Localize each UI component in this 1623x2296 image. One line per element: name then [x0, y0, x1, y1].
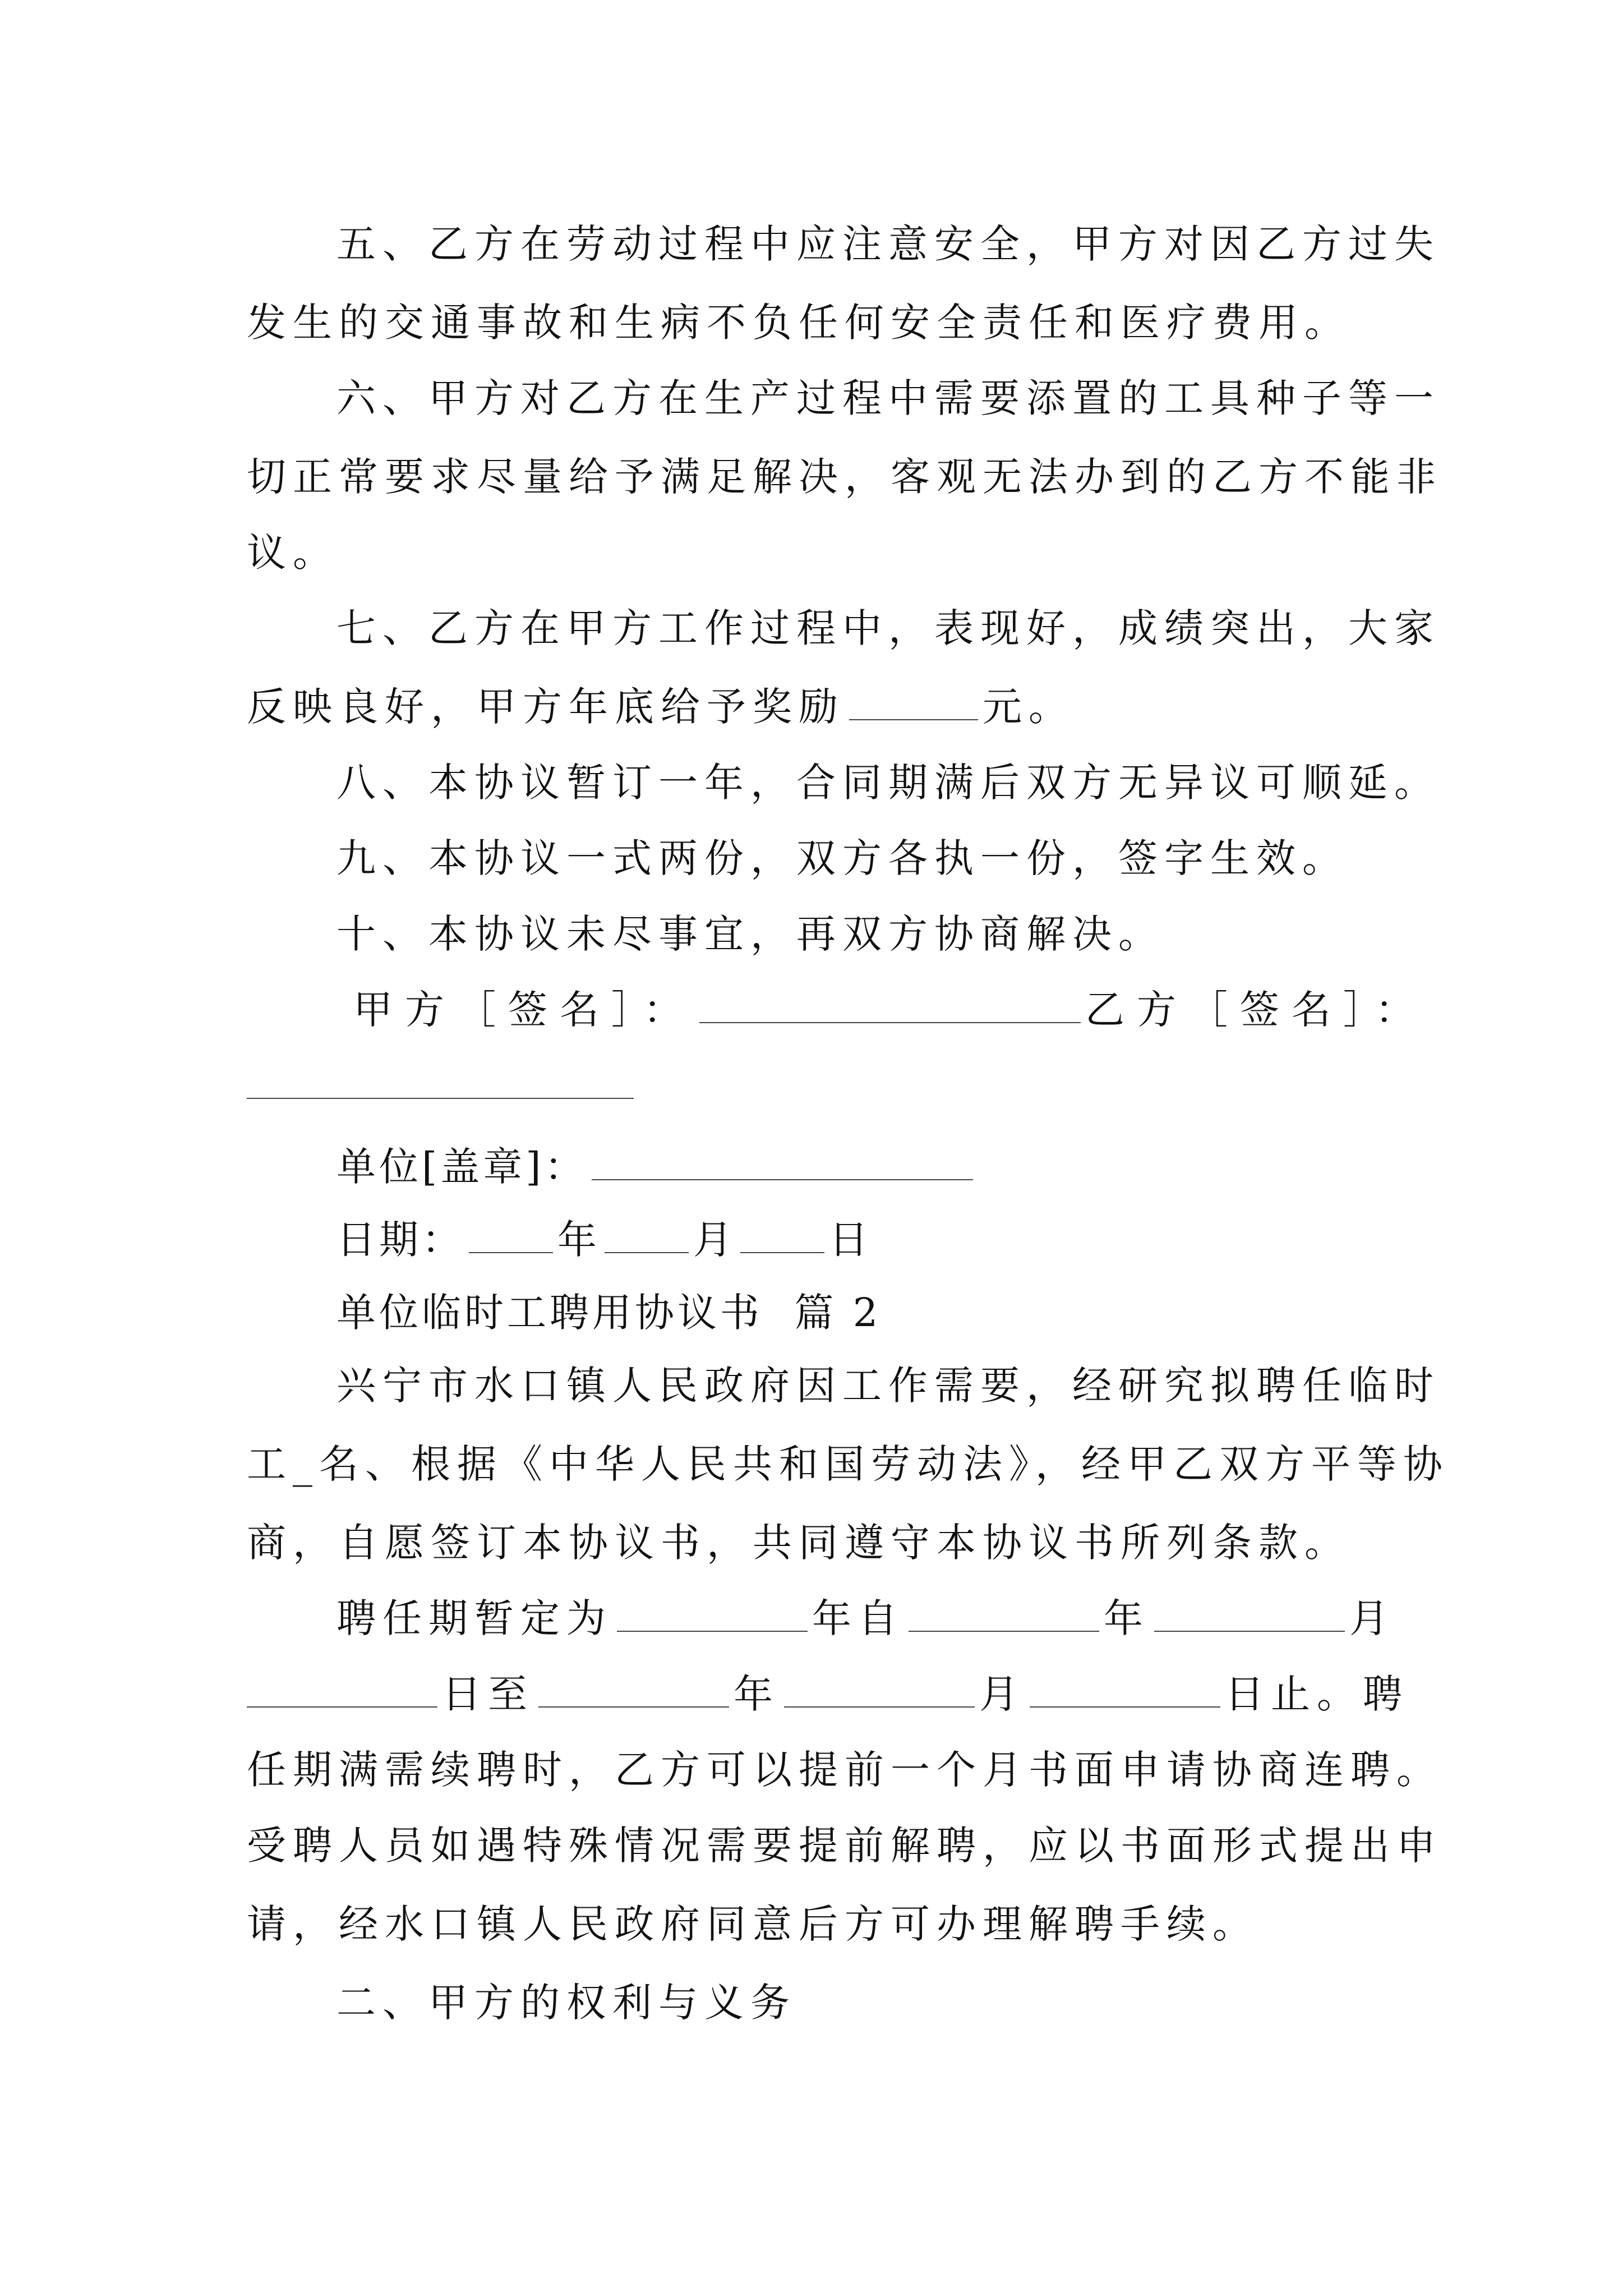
s2-heading-party-a-rights: 二、甲方的权利与义务 [336, 1980, 796, 2026]
signature-line [353, 982, 1427, 1038]
end-day-label: 日止。聘 [1225, 1671, 1409, 1717]
end-year-label: 年 [734, 1671, 780, 1717]
clause-9: 九、本协议一式两份，双方各执一份，签字生效。 [336, 835, 1348, 881]
start-year-label: 年 [1104, 1595, 1150, 1641]
s2-term-line-3: 任期满需续聘时，乙方可以提前一个月书面申请协商连聘。 [247, 1747, 1442, 1793]
clause-6-line-2: 切正常要求尽量给予满足解决，客观无法办到的乙方不能非 [247, 454, 1442, 500]
end-month-blank [784, 1667, 975, 1708]
clause-6-line-1: 六、甲方对乙方在生产过程中需要添置的工具种子等一 [336, 375, 1440, 421]
clause-8: 八、本协议暂订一年，合同期满后双方无异议可顺延。 [336, 760, 1440, 806]
date-year-blank [469, 1213, 553, 1253]
seal-line [336, 1139, 978, 1195]
party-b-signature-label: 乙方［签名］： [1085, 987, 1427, 1033]
date-year-label: 年 [557, 1217, 600, 1263]
reward-amount-blank [849, 680, 978, 720]
term-years-blank [617, 1591, 808, 1632]
clause-7-unit: 元。 [983, 684, 1075, 730]
s2-term-line-2 [247, 1666, 1409, 1722]
date-day-label: 日 [829, 1217, 872, 1263]
s2-term-line-5: 请，经水口镇人民政府同意后方可办理解聘手续。 [247, 1901, 1258, 1947]
s2-intro-line-3: 商，自愿签订本协议书，共同遵守本协议书所列条款。 [247, 1520, 1350, 1566]
start-month-blank [1154, 1591, 1345, 1632]
party-a-signature-blank [699, 983, 1081, 1023]
clause-5-line-2: 发生的交通事故和生病不负任何安全责任和医疗费用。 [247, 300, 1350, 346]
date-month-label: 月 [693, 1217, 736, 1263]
term-label: 聘任期暂定为 [336, 1595, 612, 1641]
clause-7-line-2 [247, 679, 1075, 735]
seal-label: 单位[盖章]： [336, 1144, 587, 1190]
s2-intro-line-2: 工_名、根据《中华人民共和国劳动法》，经甲乙双方平等协 [247, 1441, 1449, 1487]
start-day-blank [247, 1667, 437, 1708]
clause-5-line-1: 五、乙方在劳动过程中应注意安全，甲方对因乙方过失 [336, 221, 1440, 267]
party-b-signature-blank [247, 1098, 634, 1099]
clause-10: 十、本协议未尽事宜，再双方协商解决。 [336, 911, 1164, 957]
end-day-blank [1030, 1667, 1220, 1708]
clause-7-text: 反映良好，甲方年底给予奖励 [247, 684, 845, 730]
date-month-blank [605, 1213, 689, 1253]
seal-blank [592, 1140, 973, 1180]
date-day-blank [740, 1213, 824, 1253]
end-month-label: 月 [979, 1671, 1025, 1717]
start-month-label: 月 [1349, 1595, 1395, 1641]
clause-7-line-1: 七、乙方在甲方工作过程中，表现好，成绩突出，大家 [336, 605, 1440, 651]
s2-intro-line-1: 兴宁市水口镇人民政府因工作需要，经研究拟聘任临时 [336, 1363, 1440, 1409]
end-year-blank [538, 1667, 729, 1708]
party-a-signature-label: 甲方［签名］： [353, 987, 695, 1033]
start-day-label: 日至 [442, 1671, 534, 1717]
section-2-title: 单位临时工聘用协议书 篇 2 [336, 1290, 882, 1336]
s2-term-line-4: 受聘人员如遇特殊情况需要提前解聘，应以书面形式提出申 [247, 1823, 1442, 1869]
date-line [336, 1212, 872, 1268]
s2-term-line-1 [336, 1590, 1395, 1646]
clause-6-line-3: 议。 [247, 530, 339, 576]
term-from-label: 年自 [812, 1595, 904, 1641]
date-label: 日期： [336, 1217, 464, 1263]
start-year-blank [909, 1591, 1099, 1632]
